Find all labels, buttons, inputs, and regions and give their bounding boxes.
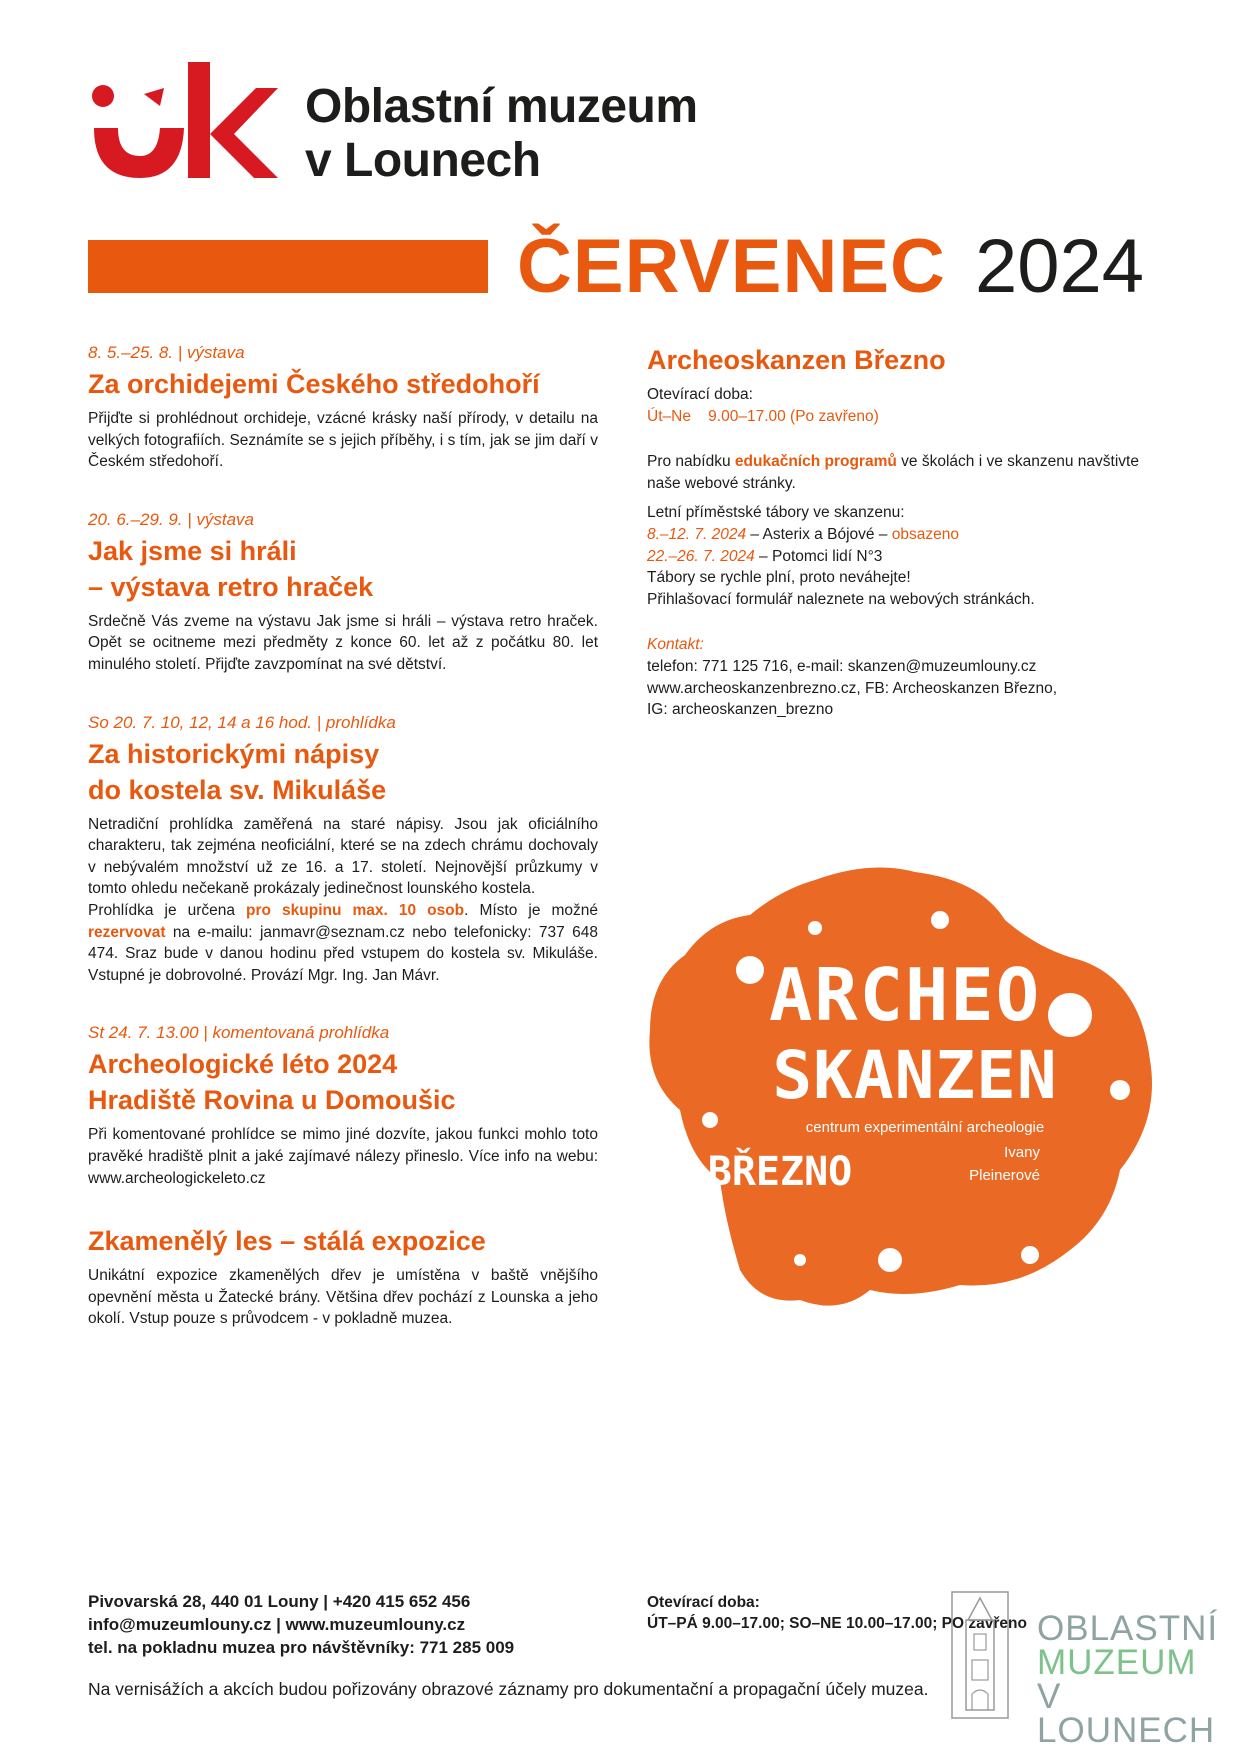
archeoskanzen-name-2: Pleinerové [969,1167,1040,1184]
event-title: Zkamenělý les – stálá expozice [88,1226,486,1257]
event-title-line: – výstava retro hraček [88,571,374,602]
event-meta: So 20. 7. 10, 12, 14 a 16 hod. | prohlídka [88,712,396,732]
footer-phone: tel. na pokladnu muzea pro návštěvníky: 771 285 009 [88,1638,515,1657]
skanzen-camps-label: Letní příměstské tábory ve skanzenu: [647,504,905,522]
museum-logo-line3: V LOUNECH [1037,1677,1216,1750]
footer-contact [88,1590,514,1659]
museum-logo-line1: OBLASTNÍ [1037,1609,1219,1648]
archeoskanzen-logo [640,860,1160,1320]
footer-note: Na vernisážích a akcích budou pořizovány obrazové záznamy pro dokumentační a propagační účely muzea. [88,1679,929,1699]
event-orchids [88,342,598,473]
skanzen-contact-line: www.archeoskanzenbrezno.cz, FB: Archeoskanzen Březno, [647,679,1058,697]
events-column [88,342,598,1366]
skanzen-hours-label: Otevírací doba: [647,386,753,403]
event-title-line: Hradiště Rovina u Domoušic [88,1085,456,1116]
archeoskanzen-word-brezno: BŘEZNO [707,1149,853,1195]
event-toys [88,509,598,676]
footer-hours-label: Otevírací doba: [647,1594,760,1611]
skanzen-camp-2: 22.–26. 7. 2024 – Potomci lidí N°3 [647,547,883,565]
museum-tower-icon [950,1590,1010,1720]
skanzen-contact-label: Kontakt: [647,636,704,654]
event-inscriptions [88,712,598,987]
event-archeology-summer [88,1022,598,1189]
skanzen-hours: Út–Ne 9.00–17.00 (Po zavřeno) [647,407,879,425]
event-title-line: Za historickými nápisy [88,738,380,769]
footer-address: Pivovarská 28, 440 01 Louny | +420 415 652 456 [88,1592,471,1611]
skanzen-contact-line: telefon: 771 125 716, e-mail: skanzen@muzeumlouny.cz [647,657,1037,675]
event-title-line: Jak jsme si hráli [88,535,297,566]
footer-hours-value: ÚT–PÁ 9.00–17.00; SO–NE 10.00–17.00; PO zavřeno [647,1615,1027,1632]
event-description: Unikátní expozice zkamenělých dřev je umístěna v baště vnějšího opevnění města u Žatecké brány. Většina dřev pochází z Lounska a jeho okolí. Vstup pouze s průvodcem - v pokladně muzea. [88,1267,598,1328]
museum-name [305,80,698,188]
skanzen-camps-form-note: Přihlašovací formulář naleznete na webových stránkách. [647,590,1035,608]
archeoskanzen-word-archeo: ARCHEO [768,953,1042,1037]
event-title-line: Archeologické léto 2024 [88,1049,398,1080]
event-meta: St 24. 7. 13.00 | komentovaná prohlídka [88,1023,390,1043]
museum-logo-line2: MUZEUM [1037,1643,1197,1682]
event-meta: 20. 6.–29. 9. | výstava [88,509,255,529]
archeoskanzen-word-skanzen: SKANZEN [772,1037,1058,1114]
skanzen-edu-programs: Pro nabídku edukačních programů ve školách i ve skanzenu navštivte naše webové stránky. [647,453,1139,492]
event-title [88,1046,598,1118]
event-title: Za orchidejemi Českého středohoří [88,369,540,399]
header-accent-bar [88,240,488,293]
event-title [88,736,598,808]
event-description: Srdečně Vás zveme na výstavu Jak jsme si hráli – výstava retro hraček. Opět se ocitneme mezi předměty z konce 60. let až z počátku 80. let minulého století. Přijďte zavzpomínat na své dětství. [88,612,598,673]
museum-name-line1: Oblastní muzeum [305,80,698,133]
footer-web: info@muzeumlouny.cz | www.muzeumlouny.cz [88,1615,466,1634]
event-description: Netradiční prohlídka zaměřená na staré nápisy. Jsou jak oficiálního charakteru, tak zejména neoficiální, které se na zdech chrámu dochovaly v nebývalém množství už ze 16. a 17. století. Nejnovější průzkumy v tomto ohledu nečekaně prokázaly jedinečnost lounského kostela. [88,815,598,898]
event-description: Přijďte si prohlédnout orchideje, vzácné krásky naší přírody, v detailu na velkých fotografiích. Seznámíte se s jejich příběhy, i s tím, jak se jim daří v Českém středohoří. [88,410,598,471]
event-description: Při komentované prohlídce se mimo jiné dozvíte, jakou funkci mohlo toto pravěké hradiště plnit a jaké zajímavé nálezy přineslo. Více info na webu: www.archeologickeleto.cz [88,1126,598,1187]
skanzen-title: Archeoskanzen Březno [647,345,946,375]
skanzen-column [647,342,1147,721]
museum-logo-uk [88,62,278,184]
skanzen-camps-note: Tábory se rychle plní, proto neváhejte! [647,569,911,587]
museum-logo-text [1037,1609,1240,1750]
event-title-line: do kostela sv. Mikuláše [88,774,387,805]
event-title [88,533,598,605]
museum-name-line2: v Lounech [305,134,541,187]
archeoskanzen-subtitle: centrum experimentální archeologie [805,1119,1045,1136]
skanzen-contact-line: IG: archeoskanzen_brezno [647,701,834,719]
skanzen-camp-1: 8.–12. 7. 2024 – Asterix a Bójové – obsazeno [647,525,959,543]
event-reservation-info: Prohlídka je určena pro skupinu max. 10 osob. Místo je možné rezervovat na e-mailu: janmavr@seznam.cz nebo telefonicky: 737 648 474. Sraz bude v danou hodinu před vstupem do kostela sv. Mikuláše. Vstupné je dobrovolné. Provází Mgr. Ing. Jan Mávr. [88,901,598,984]
month-title: ČERVENEC [517,224,946,309]
event-petrified-forest [88,1223,598,1330]
event-meta: 8. 5.–25. 8. | výstava [88,343,245,362]
archeoskanzen-name-1: Ivany [1004,1144,1040,1161]
year-title: 2024 [975,224,1145,309]
